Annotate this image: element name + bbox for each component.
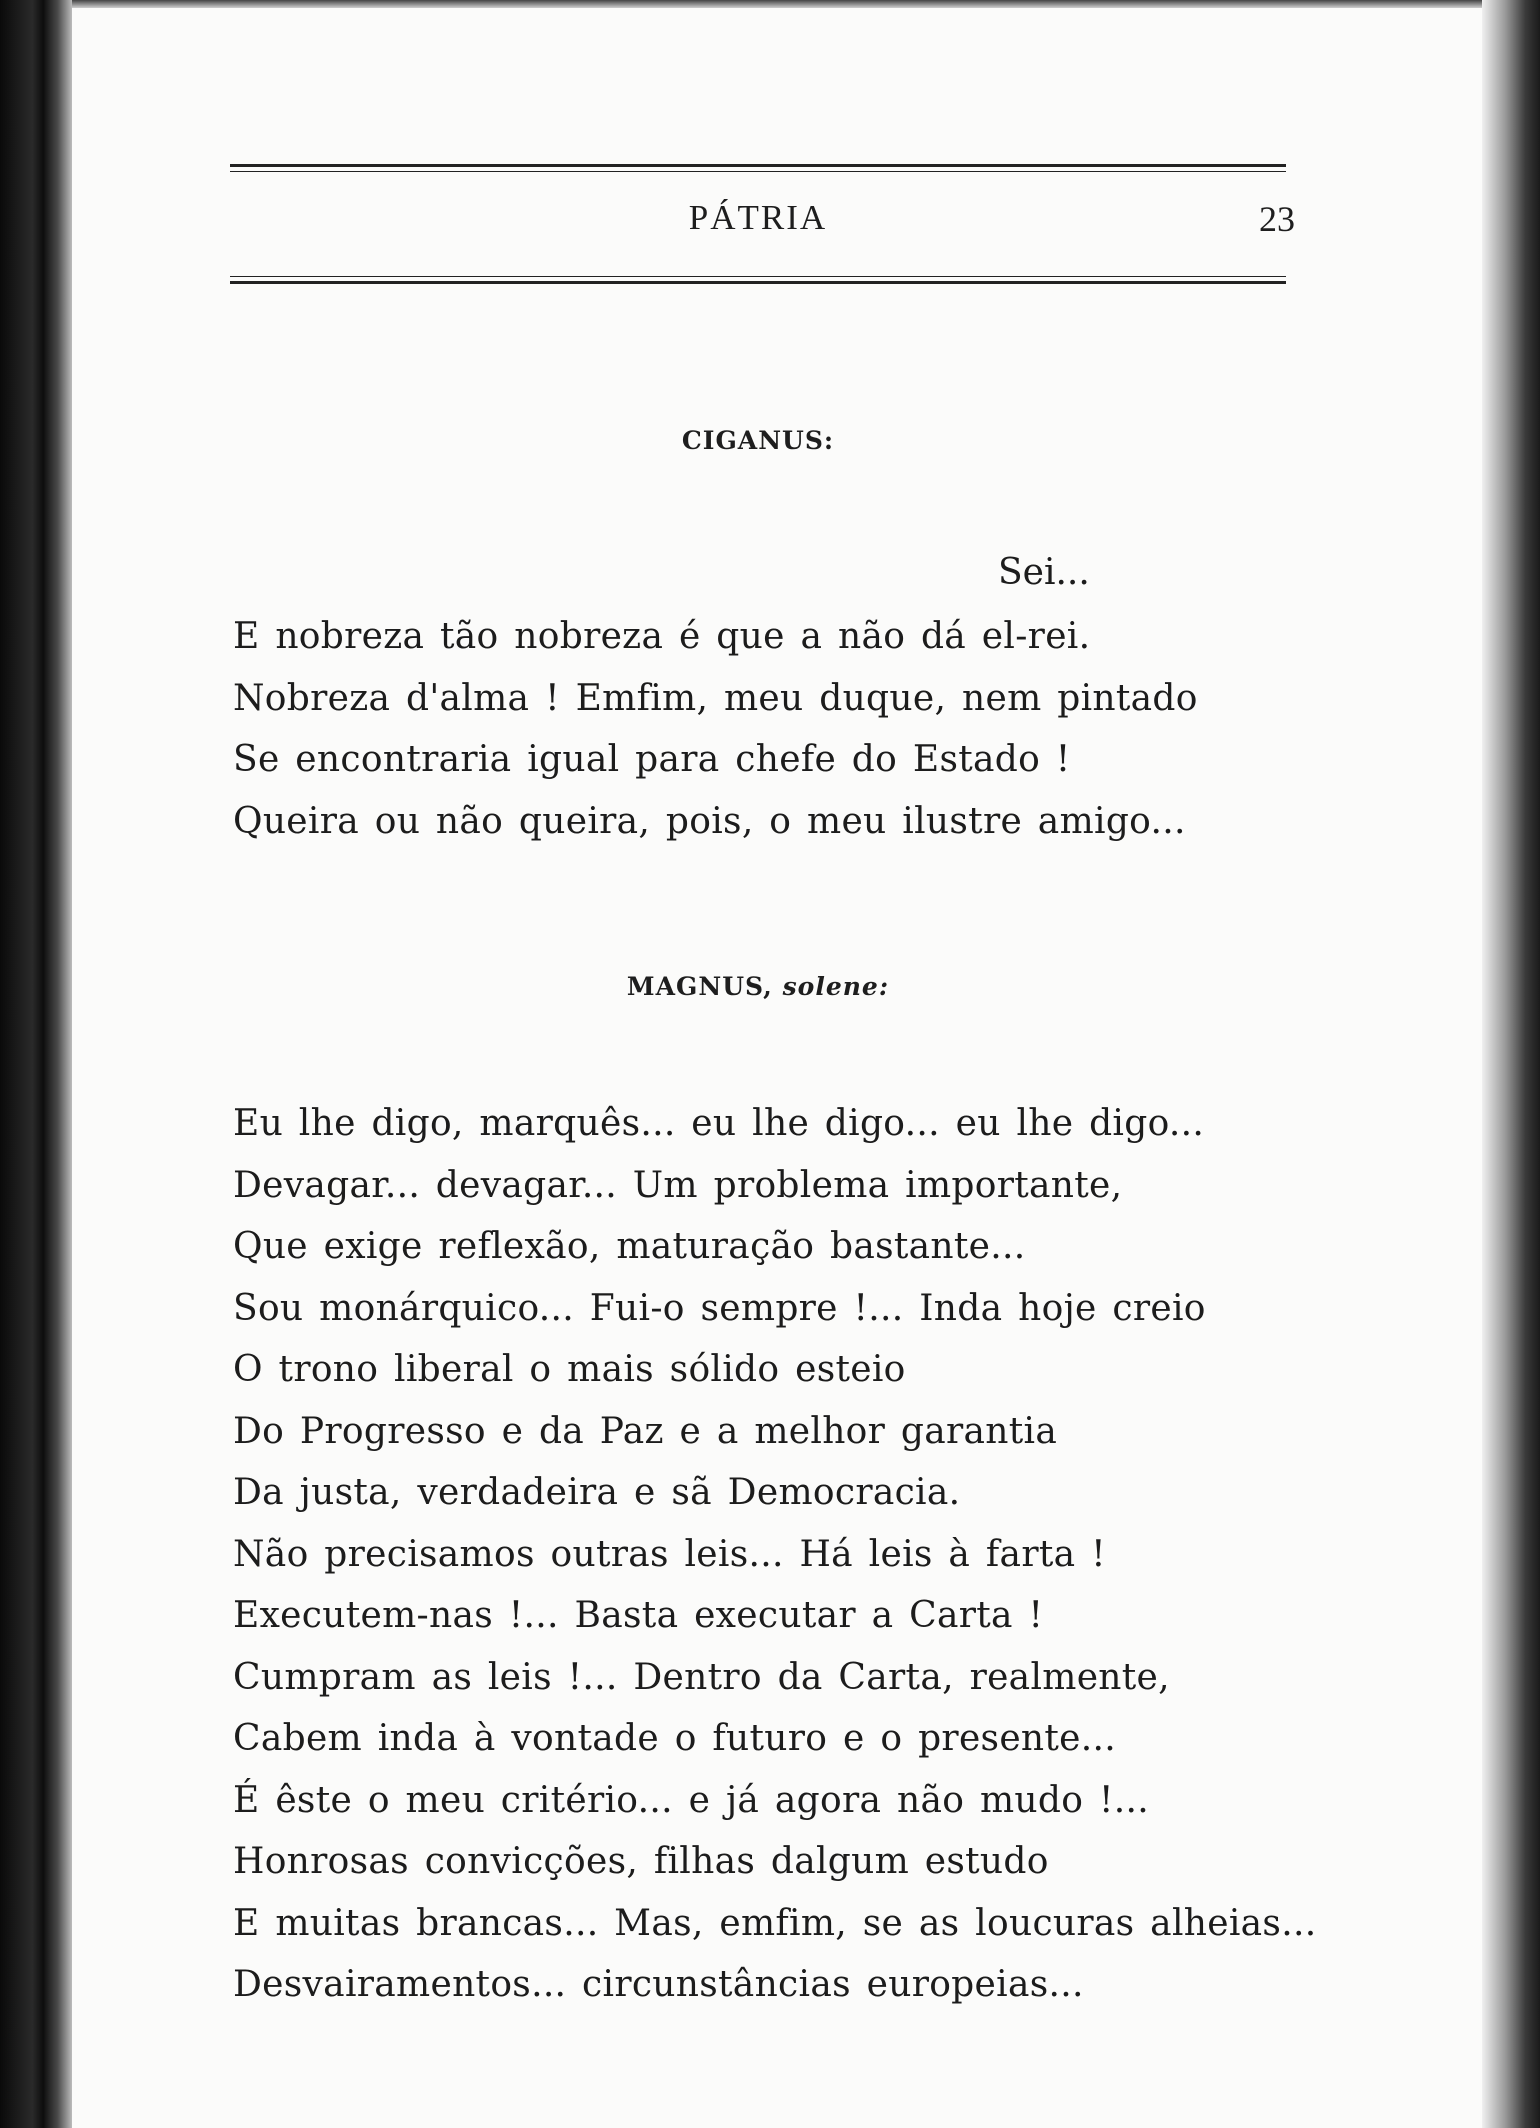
speaker-name: MAGNUS, bbox=[626, 972, 773, 1001]
verse-line: E muitas brancas... Mas, emfim, se as loucuras alheias... bbox=[233, 1902, 1317, 1944]
page-right-edge-shadow bbox=[1482, 0, 1540, 2128]
header-rule-top-thin bbox=[230, 171, 1286, 172]
verse-line: Desvairamentos... circunstâncias europeias... bbox=[233, 1964, 1084, 2005]
verse-line: Executem-nas !... Basta executar a Carta ! bbox=[233, 1595, 1044, 1636]
verse-line: Cabem inda à vontade o futuro e o presente... bbox=[233, 1718, 1117, 1759]
verse-line: Honrosas convicções, filhas dalgum estudo bbox=[233, 1841, 1049, 1882]
verse-line: E nobreza tão nobreza é que a não dá el-rei. bbox=[233, 616, 1091, 657]
verse-line: Nobreza d'alma ! Emfim, meu duque, nem pintado bbox=[233, 677, 1198, 719]
page-number: 23 bbox=[1259, 199, 1295, 239]
verse-line: Sou monárquico... Fui-o sempre !... Inda hoje creio bbox=[233, 1287, 1206, 1329]
running-header-title: PÁTRIA bbox=[688, 198, 828, 237]
verse-block-ciganus bbox=[233, 606, 1198, 852]
header-rule-bottom-thick bbox=[230, 281, 1286, 284]
verse-line: Que exige reflexão, maturação bastante... bbox=[233, 1226, 1026, 1267]
stage-direction: solene: bbox=[782, 972, 890, 1001]
continuation-line: Sei... bbox=[998, 552, 1090, 593]
verse-line: Eu lhe digo, marquês... eu lhe digo... eu lhe digo... bbox=[233, 1103, 1205, 1144]
verse-line: Cumpram as leis !... Dentro da Carta, realmente, bbox=[233, 1656, 1170, 1698]
header-rule-bottom-thin bbox=[230, 276, 1286, 277]
verse-line: Não precisamos outras leis... Há leis à farta ! bbox=[233, 1533, 1106, 1575]
verse-line: O trono liberal o mais sólido esteio bbox=[233, 1349, 906, 1390]
book-spine-shadow bbox=[0, 0, 72, 2128]
page-top-edge bbox=[60, 0, 1490, 8]
verse-line: Queira ou não queira, pois, o meu ilustre amigo... bbox=[233, 800, 1186, 842]
header-rule-top-thick bbox=[230, 164, 1286, 167]
verse-line: Devagar... devagar... Um problema importante, bbox=[233, 1164, 1123, 1206]
speaker-heading-ciganus: CIGANUS: bbox=[681, 426, 835, 455]
verse-line: É êste o meu critério... e já agora não mudo !... bbox=[233, 1779, 1149, 1821]
verse-line: Do Progresso e da Paz e a melhor garantia bbox=[233, 1410, 1058, 1452]
verse-block-magnus bbox=[233, 1093, 1316, 2016]
verse-line: Da justa, verdadeira e sã Democracia. bbox=[233, 1472, 961, 1513]
verse-line: Se encontraria igual para chefe do Estado ! bbox=[233, 739, 1071, 780]
speaker-heading-magnus bbox=[230, 972, 1286, 1001]
